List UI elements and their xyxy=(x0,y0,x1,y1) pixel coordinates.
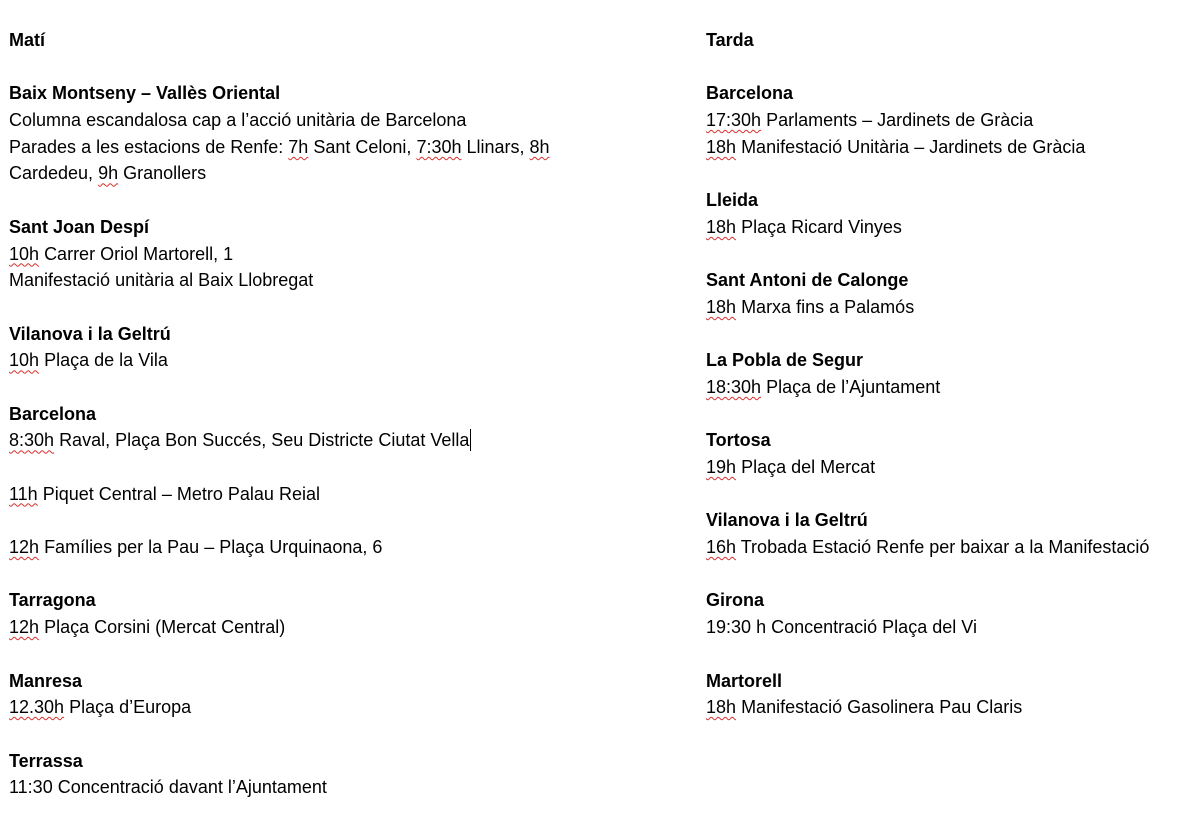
tarda-section xyxy=(706,80,1200,160)
event-line: 16h Trobada Estació Renfe per baixar a la Manifestació xyxy=(706,537,1150,558)
event-line: 8:30h Raval, Plaça Bon Succés, Seu Districte Ciutat Vella xyxy=(9,430,470,451)
tarda-section xyxy=(706,187,1200,240)
tarda-section xyxy=(706,267,1200,320)
section-title: Barcelona xyxy=(706,83,794,104)
section-title: Tarragona xyxy=(9,590,96,611)
column-tarda xyxy=(706,27,1200,721)
mati-section xyxy=(9,321,669,374)
section-title: Terrassa xyxy=(9,750,83,771)
section-title: Vilanova i la Geltrú xyxy=(706,510,868,531)
event-line: 18h Marxa fins a Palamós xyxy=(706,296,915,317)
section-title: La Pobla de Segur xyxy=(706,350,864,371)
section-title: Sant Antoni de Calonge xyxy=(706,270,909,291)
tarda-section xyxy=(706,507,1200,560)
event-line: 11:30 Concentració davant l’Ajuntament xyxy=(9,777,327,798)
event-line: 18:30h Plaça de l’Ajuntament xyxy=(706,376,941,397)
tarda-section xyxy=(706,668,1200,721)
event-line: 12h Plaça Corsini (Mercat Central) xyxy=(9,617,286,638)
section-title: Vilanova i la Geltrú xyxy=(9,323,171,344)
event-line: 18h Manifestació Unitària – Jardinets de Gràcia xyxy=(706,136,1086,157)
section-title: Martorell xyxy=(706,670,783,691)
section-title: Barcelona xyxy=(9,403,97,424)
event-line: Parades a les estacions de Renfe: 7h Sant Celoni, 7:30h Llinars, 8h xyxy=(9,136,550,157)
event-line: 10h Carrer Oriol Martorell, 1 xyxy=(9,243,234,264)
mati-section xyxy=(9,668,669,721)
event-line: Manifestació unitària al Baix Llobregat xyxy=(9,270,314,291)
tarda-section xyxy=(706,587,1200,640)
event-line: 17:30h Parlaments – Jardinets de Gràcia xyxy=(706,110,1034,131)
event-line: Columna escandalosa cap a l’acció unitària de Barcelona xyxy=(9,110,467,131)
tarda-section xyxy=(706,427,1200,480)
event-line: 19h Plaça del Mercat xyxy=(706,457,876,477)
event-line: 18h Plaça Ricard Vinyes xyxy=(706,216,902,237)
column-mati xyxy=(9,27,669,801)
section-title: Baix Montseny – Vallès Oriental xyxy=(9,83,281,104)
event-line: Cardedeu, 9h Granollers xyxy=(9,163,207,184)
section-title: Manresa xyxy=(9,670,83,691)
mati-section xyxy=(9,401,669,561)
tarda-header: Tarda xyxy=(706,30,754,50)
event-line: 12.30h Plaça d’Europa xyxy=(9,697,192,718)
tarda-section xyxy=(706,347,1200,400)
event-line: 19:30 h Concentració Plaça del Vi xyxy=(706,617,977,638)
event-line: 10h Plaça de la Vila xyxy=(9,350,168,371)
section-title: Sant Joan Despí xyxy=(9,216,150,237)
event-line: 11h Piquet Central – Metro Palau Reial xyxy=(9,483,320,504)
section-title: Tortosa xyxy=(706,430,771,451)
mati-section xyxy=(9,214,669,294)
mati-section xyxy=(9,587,669,640)
event-line: 18h Manifestació Gasolinera Pau Claris xyxy=(706,697,1023,718)
event-line: 12h Famílies per la Pau – Plaça Urquinaona, 6 xyxy=(9,537,383,558)
text-cursor xyxy=(470,429,471,451)
mati-section xyxy=(9,748,669,801)
section-title: Lleida xyxy=(706,190,759,211)
mati-header: Matí xyxy=(9,30,45,50)
mati-section xyxy=(9,80,669,187)
section-title: Girona xyxy=(706,590,765,611)
